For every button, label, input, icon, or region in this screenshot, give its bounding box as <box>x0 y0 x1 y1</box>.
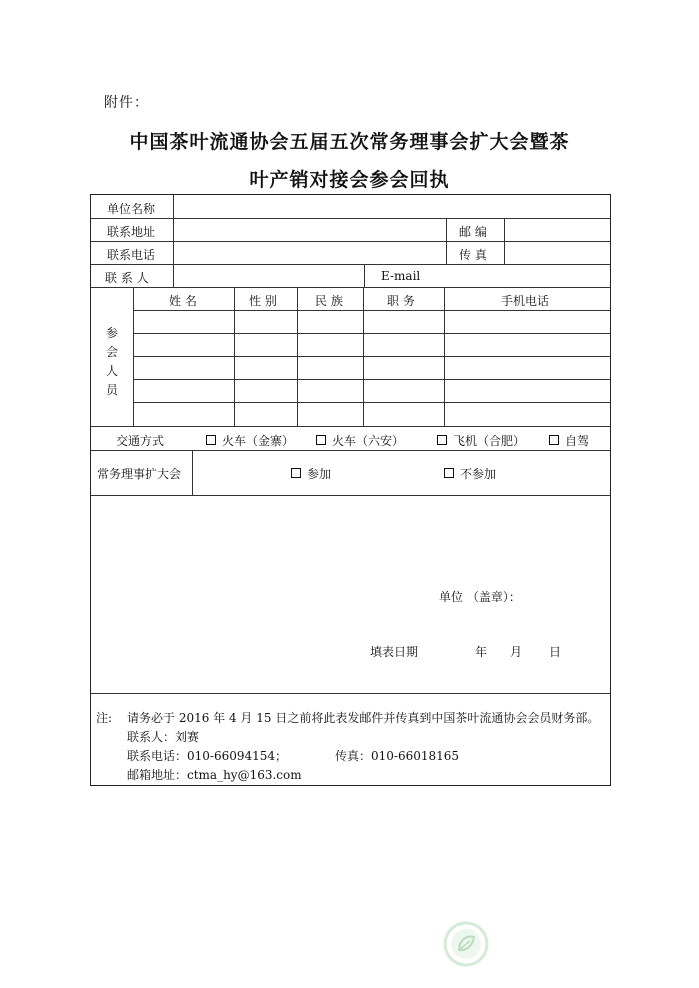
notes-line-email: 邮箱地址：ctma_hy@163.com <box>127 768 302 782</box>
annex-label: 附件： <box>104 95 149 111</box>
row-divider <box>91 241 610 242</box>
fill-date-month: 月 <box>510 645 523 659</box>
meeting-option-not-attend[interactable]: 不参加 <box>444 465 496 482</box>
meeting-option-attend[interactable]: 参加 <box>291 465 331 482</box>
column-header-mobile: 手机电话 <box>501 294 550 308</box>
postcode-label: 邮 编 <box>459 225 487 239</box>
fill-date-year: 年 <box>475 645 488 659</box>
col-divider <box>297 287 298 426</box>
row-divider <box>133 402 610 403</box>
col-divider <box>364 264 365 287</box>
col-divider <box>234 287 235 426</box>
row-divider <box>133 356 610 357</box>
meeting-label: 常务理事扩大会 <box>97 467 182 481</box>
transport-label: 交通方式 <box>116 434 165 448</box>
notes-line-contact: 联系人：刘赛 <box>127 730 200 744</box>
transport-option-self-drive[interactable]: 自驾 <box>549 432 589 449</box>
col-divider <box>192 450 193 495</box>
fill-date-day: 日 <box>549 645 562 659</box>
col-divider <box>504 218 505 264</box>
attendees-label-char: 员 <box>106 383 119 397</box>
row-divider <box>91 218 610 219</box>
col-divider <box>133 287 134 426</box>
fill-date-label: 填表日期 <box>370 645 419 659</box>
document-title-line-1: 中国茶叶流通协会五届五次常务理事会扩大会暨茶 <box>129 131 570 153</box>
col-divider <box>444 287 445 426</box>
notes-line-phone: 联系电话：010-66094154； <box>127 749 288 763</box>
transport-option-train-luan[interactable]: 火车（六安） <box>316 432 404 449</box>
row-divider <box>91 693 610 694</box>
attendees-label-char: 参 <box>106 326 119 340</box>
checkbox-icon[interactable] <box>549 435 559 445</box>
col-divider <box>173 195 174 287</box>
notes-prefix: 注: <box>96 711 113 725</box>
row-divider <box>133 333 610 334</box>
contact-label: 联 系 人 <box>105 271 149 285</box>
document-title-line-2: 叶产销对接会参会回执 <box>249 169 450 191</box>
notes-line-deadline: 请务必于 2016 年 4 月 15 日之前将此表发邮件并传真到中国茶叶流通协会会员财务部。 <box>127 711 600 725</box>
transport-option-flight-hefei[interactable]: 飞机（合肥） <box>437 432 525 449</box>
notes-line-fax: 传真：010-66018165 <box>335 749 460 763</box>
association-logo-watermark <box>443 921 489 967</box>
row-divider <box>133 310 610 311</box>
email-label: E-mail <box>381 269 421 283</box>
attendees-label-char: 人 <box>106 364 119 378</box>
row-divider <box>133 379 610 380</box>
column-header-position: 职 务 <box>387 294 415 308</box>
checkbox-icon[interactable] <box>291 468 301 478</box>
row-divider <box>91 264 610 265</box>
address-label: 联系地址 <box>107 225 156 239</box>
checkbox-icon[interactable] <box>316 435 326 445</box>
row-divider <box>91 426 610 427</box>
transport-option-train-jinzhai[interactable]: 火车（金寨） <box>206 432 294 449</box>
column-header-gender: 性 别 <box>249 294 277 308</box>
unit-name-label: 单位名称 <box>107 202 156 216</box>
attendees-label-char: 会 <box>106 345 119 359</box>
checkbox-icon[interactable] <box>437 435 447 445</box>
column-header-ethnicity: 民 族 <box>315 294 343 308</box>
fax-label: 传 真 <box>459 248 487 262</box>
checkbox-icon[interactable] <box>206 435 216 445</box>
row-divider <box>91 287 610 288</box>
seal-label: 单位 （盖章）： <box>439 590 521 604</box>
col-divider <box>363 287 364 426</box>
col-divider <box>446 218 447 264</box>
row-divider <box>91 495 610 496</box>
column-header-name: 姓 名 <box>169 294 197 308</box>
checkbox-icon[interactable] <box>444 468 454 478</box>
registration-form <box>90 194 611 786</box>
row-divider <box>91 450 610 451</box>
phone-label: 联系电话 <box>107 248 156 262</box>
